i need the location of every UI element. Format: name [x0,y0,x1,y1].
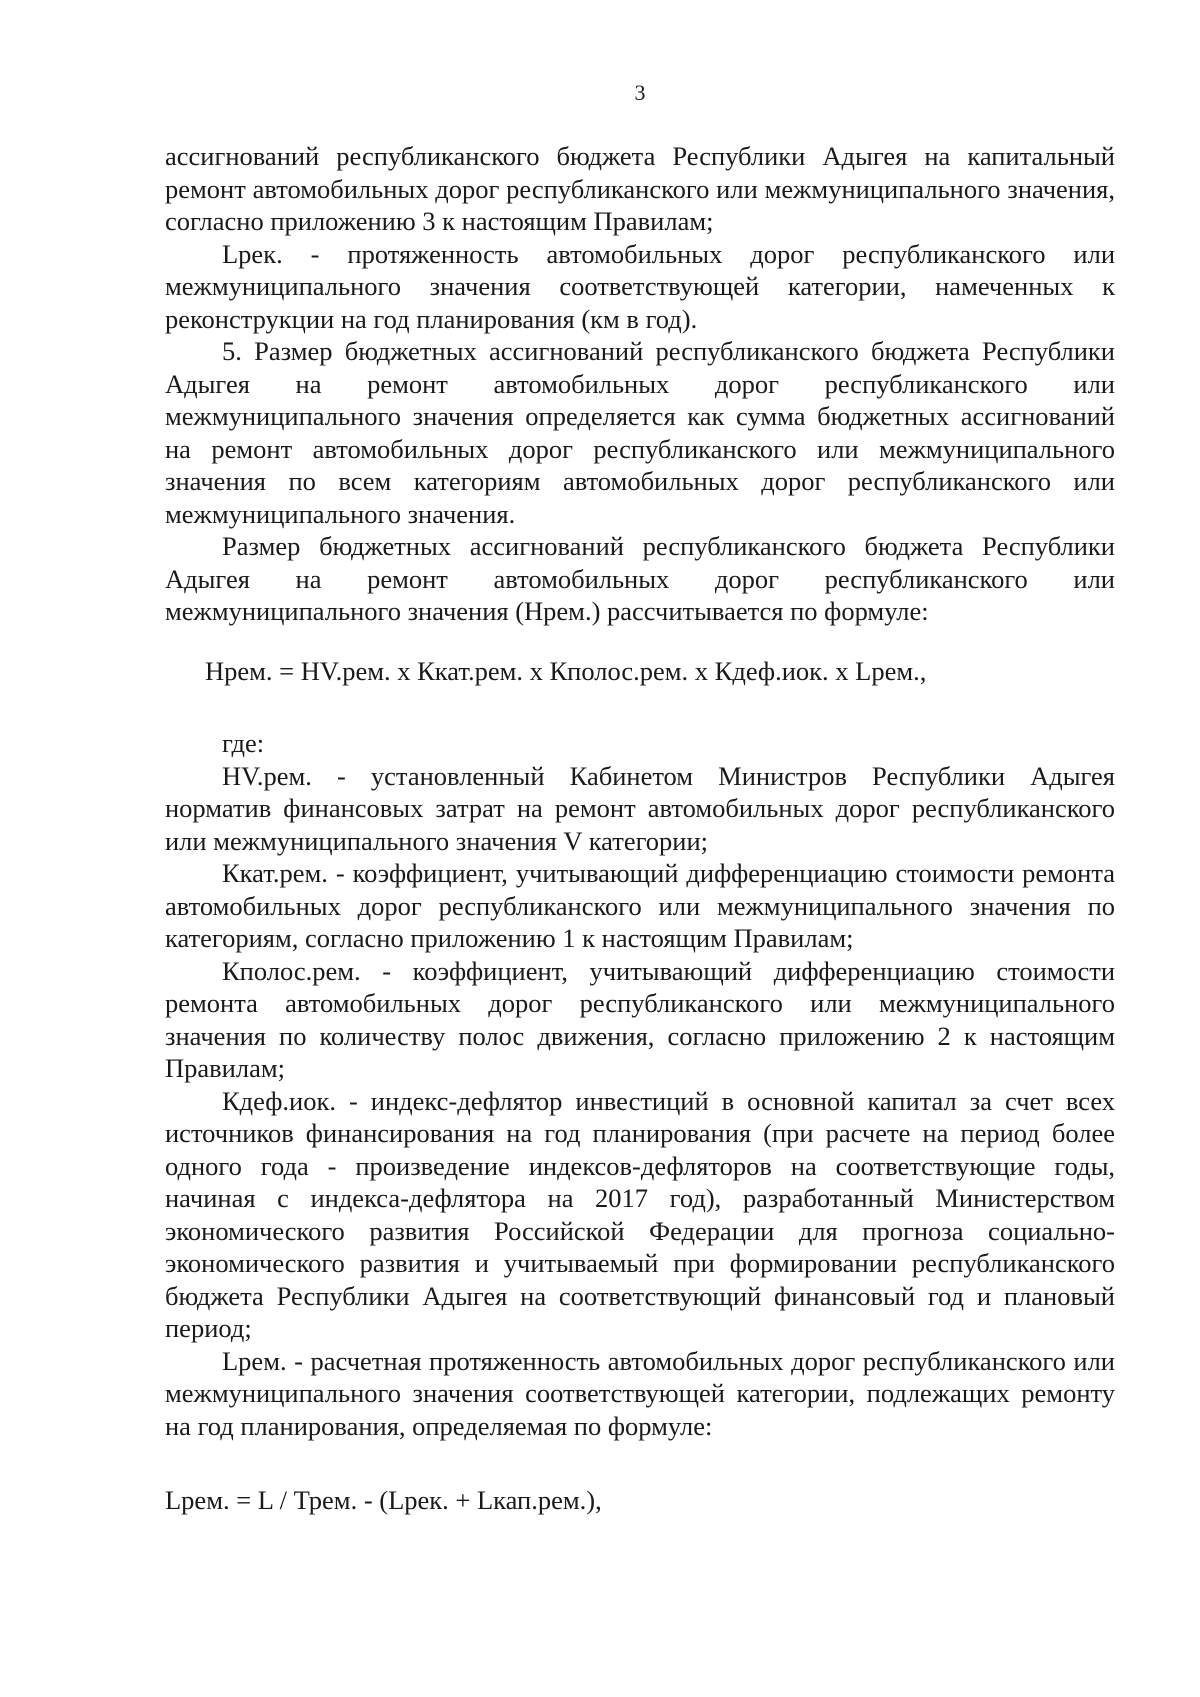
formula-lrem: Lрем. = L / Трем. - (Lрек. + Lкап.рем.), [165,1485,602,1515]
paragraph-formula-intro: Размер бюджетных ассигнований республиканского бюджета Республики Адыгея на ремонт автомобильных дорог республиканского или межмуниципального значения (Нрем.) рассчитывается по формуле: [165,531,1115,626]
formula-nrem: Нрем. = НV.рем. x Ккат.рем. x Кполос.рем. x Кдеф.иок. x Lрем., [205,655,927,686]
paragraph-lrek-definition: Lрек. - протяженность автомобильных дорог республиканского или межмуниципального значения соответствующей категории, намеченных к реконструкции на год планирования (км в год). [165,238,1115,334]
paragraph-kdef-iok-definition: Кдеф.иок. - индекс-дефлятор инвестиций в основной капитал за счет всех источников финансирования на год планирования (при расчете на период более одного года - произведение индексов-дефляторов на соответствующие годы, начиная с индекса-дефлятора на 2017 год), разработанный Министерством экономического развития Российской Федерации для прогноза социально-экономического развития и учитываемый при формировании республиканского бюджета Республики Адыгея на соответствующий финансовый год и плановый период; [165,1085,1115,1343]
paragraph-kkat-rem-definition: Ккат.рем. - коэффициент, учитывающий дифференциацию стоимости ремонта автомобильных дорог республиканского или межмуниципального значения по категориям, согласно приложению 1 к настоящим Правилам; [165,858,1115,953]
page-number: 3 [634,80,646,105]
paragraph-item-5: 5. Размер бюджетных ассигнований республиканского бюджета Республики Адыгея на ремонт автомобильных дорог республиканского или межмуниципального значения определяется как сумма бюджетных ассигнований на ремонт автомобильных дорог республиканского или межмуниципального значения по всем категориям автомобильных дорог республиканского или межмуниципального значения. [165,336,1115,529]
where-label: где: [222,728,265,758]
paragraph-lrem-definition: Lрем. - расчетная протяженность автомобильных дорог республиканского или межмуниципального значения соответствующей категории, подлежащих ремонту на год планирования, определяемая по формуле: [165,1345,1115,1441]
paragraph-kpolos-rem-definition: Кполос.рем. - коэффициент, учитывающий дифференциацию стоимости ремонта автомобильных дорог республиканского или межмуниципального значения по количеству полос движения, согласно приложению 2 к настоящим Правилам; [165,955,1115,1083]
paragraph-continuation: ассигнований республиканского бюджета Республики Адыгея на капитальный ремонт автомобильных дорог республиканского или межмуниципального значения, согласно приложению 3 к настоящим Правилам; [165,141,1115,236]
paragraph-nv-rem-definition: НV.рем. - установленный Кабинетом Министров Республики Адыгея норматив финансовых затрат на ремонт автомобильных дорог республиканского или межмуниципального значения V категории; [165,760,1115,856]
document-body [165,140,1115,1517]
document-page [165,0,1115,1697]
